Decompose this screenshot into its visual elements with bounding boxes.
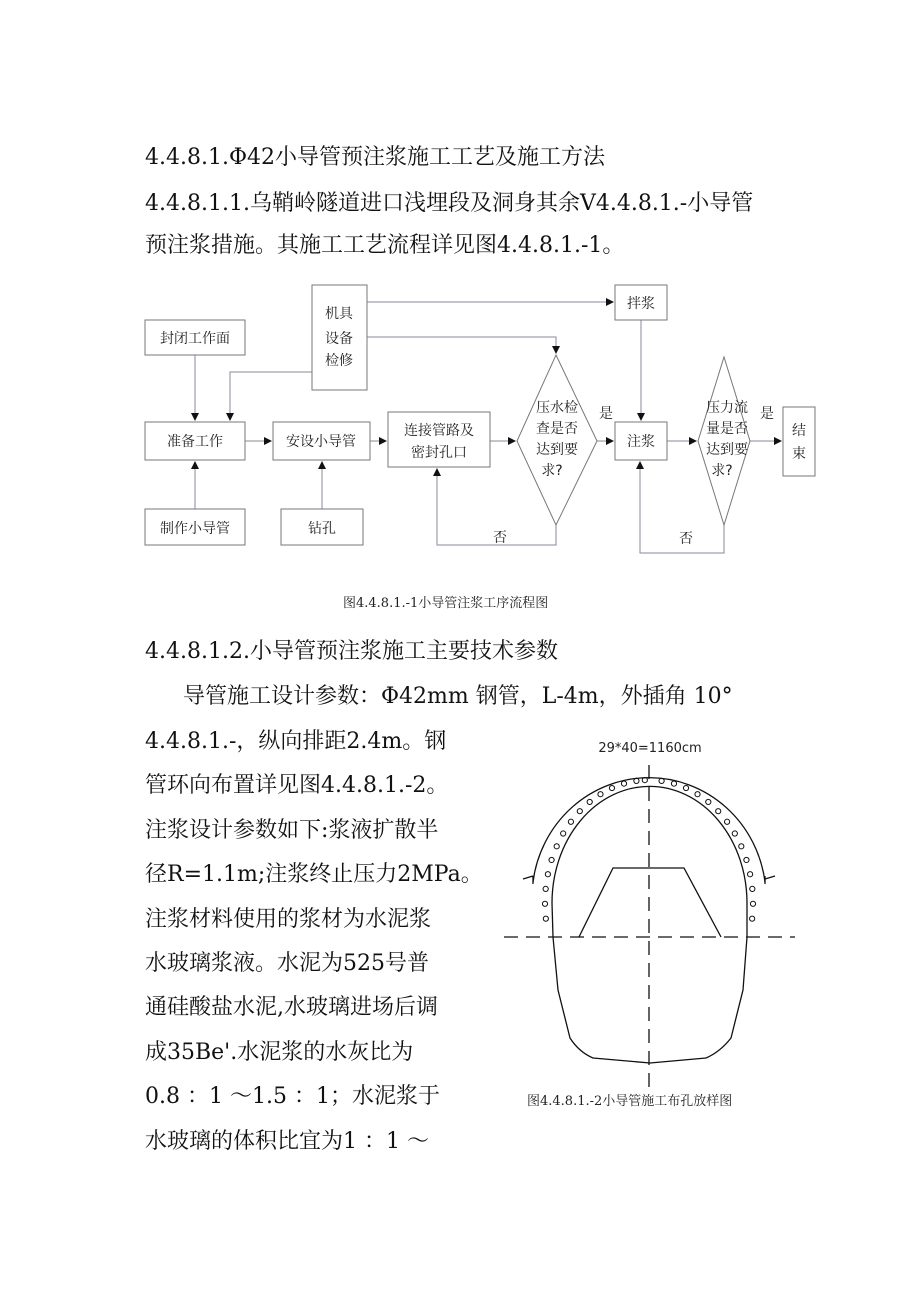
paragraph-line: 水玻璃的体积比宜为1 ：1 ～ [145,1128,429,1154]
decision-pressure-check [698,357,750,525]
grout-hole [561,831,566,836]
label: 准备工作 [167,434,223,450]
label: 压力流 [706,400,748,416]
no-label: 否 [493,530,507,546]
grout-hole [724,819,729,824]
grout-hole [598,792,603,797]
label: 求? [541,463,563,479]
label: 量是否 [706,421,748,437]
section-heading: 4.4.8.1.Φ42小导管预注浆施工工艺及施工方法 [145,145,605,170]
spacing-label: 29*40=1160cm [598,741,702,756]
grout-hole [750,916,755,921]
paragraph-line: 0.8 ：1 ～1.5 ：1；水泥浆于 [145,1084,440,1110]
label: 钻孔 [308,521,336,537]
label: 安设小导管 [286,434,356,450]
label: 密封孔口 [411,445,467,461]
grout-hole [549,857,554,862]
grout-hole [659,778,664,783]
label: 检修 [325,353,353,369]
label: 封闭工作面 [160,331,230,347]
yes-label: 是 [760,406,774,422]
label: 结 [792,423,806,439]
grout-hole [609,785,614,790]
grout-hole [716,809,721,814]
grout-hole [621,781,626,786]
label: 查是否 [536,421,578,437]
grout-hole [554,844,559,849]
tunnel-diagram [504,741,795,1088]
label: 注浆 [627,434,655,450]
grout-hole [671,781,676,786]
figure-caption: 图4.4.8.1.-2小导管施工布孔放样图 [527,1094,733,1109]
label: 达到要 [706,442,748,458]
paragraph-line: 径R=1.1m;注浆终止压力2MPa。 [145,862,483,888]
grout-hole [695,792,700,797]
grout-hole [543,886,548,891]
arrow [230,372,312,420]
grout-hole [545,872,550,877]
grout-hole [739,844,744,849]
grout-hole [587,799,592,804]
grout-hole [750,886,755,891]
label: 连接管路及 [404,423,474,439]
figure-caption: 图4.4.8.1.-1小导管注浆工序流程图 [343,596,549,611]
grout-hole [750,901,755,906]
label: 达到要 [536,442,578,458]
grout-hole [568,819,573,824]
grout-hole [542,901,547,906]
flowchart [145,285,815,553]
label: 束 [792,446,806,462]
grout-hole [732,831,737,836]
arrow [367,337,556,353]
paragraph-line: 管环向布置详见图4.4.8.1.-2。 [145,773,449,799]
paragraph-line: 成35Be'.水泥浆的水灰比为 [145,1039,414,1065]
section-heading: 4.4.8.1.2.小导管预注浆施工主要技术参数 [145,639,558,664]
grout-hole [634,778,639,783]
box-end [783,407,815,476]
paragraph-line: 4.4.8.1.1.乌鞘岭隧道进口浅埋段及洞身其余Ⅴ4.4.8.1.-小导管 [145,191,754,216]
label: 求? [711,463,733,479]
paragraph-line: 4.4.8.1.-，纵向排距2.4m。钢 [145,729,447,754]
paragraph-line: 水玻璃浆液。水泥为525号普 [145,951,429,976]
grout-hole [543,916,548,921]
label: 设备 [325,331,353,347]
paragraph-line: 注浆设计参数如下:浆液扩散半 [145,817,439,843]
paragraph-line: 导管施工设计参数：Φ42mm 钢管，L-4m，外插角 10° [183,684,733,709]
label: 压水检 [536,400,578,416]
no-label: 否 [679,531,693,547]
paragraph-line: 注浆材料使用的浆材为水泥浆 [145,906,432,932]
label: 拌浆 [627,296,655,312]
grout-hole [706,799,711,804]
label: 制作小导管 [160,521,230,537]
label: 机具 [325,306,353,322]
grout-hole [744,857,749,862]
grout-hole [577,809,582,814]
grout-hole [748,872,753,877]
decision-water-test [517,355,597,525]
paragraph-line: 通硅酸盐水泥,水玻璃进场后调 [145,995,438,1021]
grout-hole [683,785,688,790]
yes-label: 是 [599,406,613,422]
trapezoid [579,868,721,937]
paragraph-line: 预注浆措施。其施工工艺流程详见图4.4.8.1.-1。 [145,233,625,258]
